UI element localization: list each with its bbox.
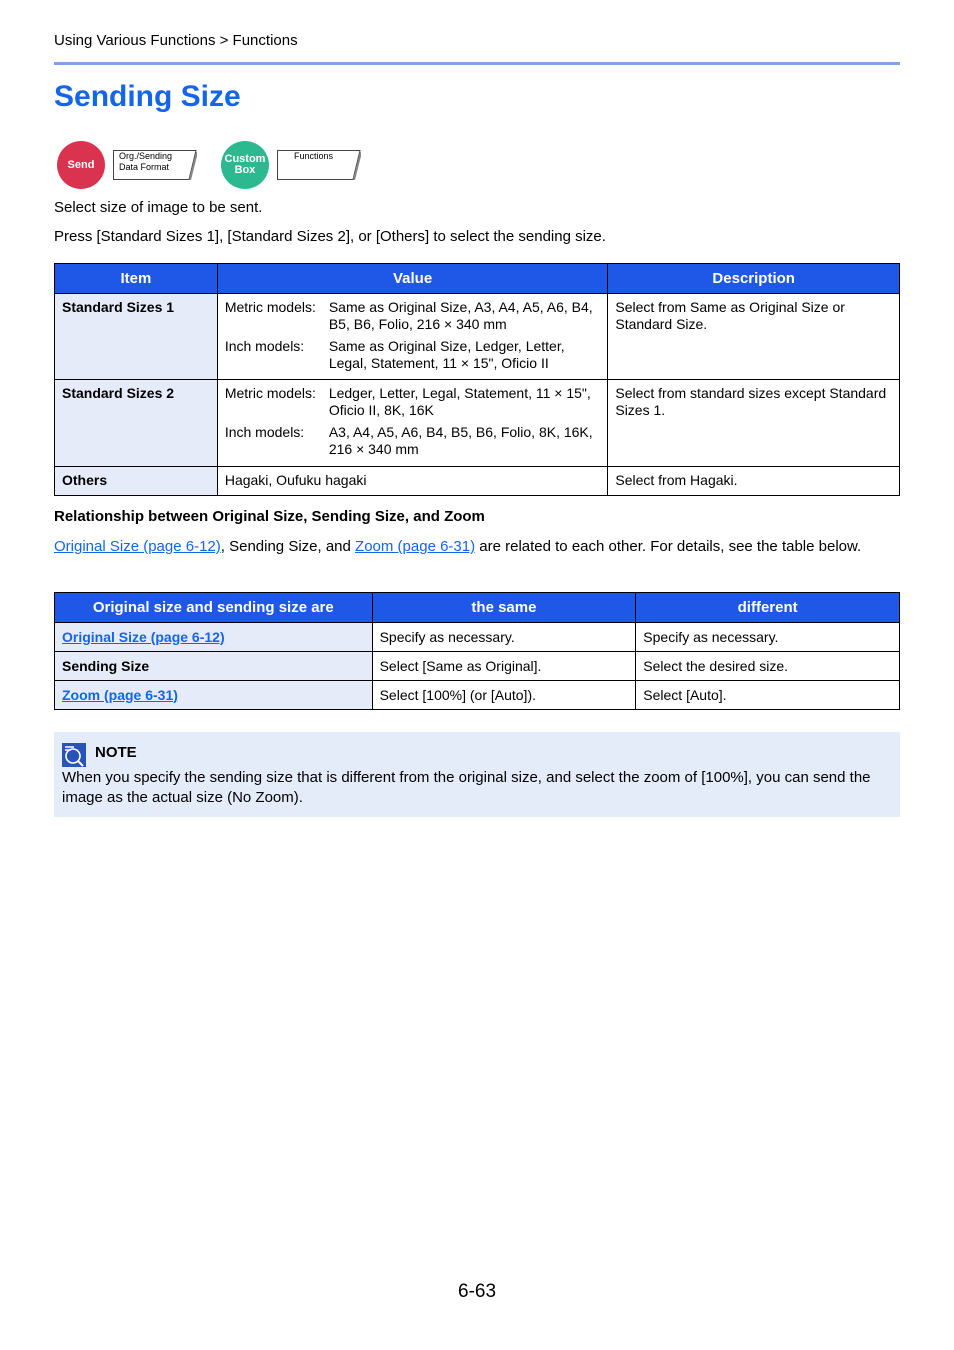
inch-value: A3, A4, A5, A6, B4, B5, B6, Folio, 8K, 16K, 216 × 340 mm (328, 424, 593, 457)
send-key-label: Send (67, 158, 95, 171)
send-key-icon (57, 141, 105, 189)
sending-size-table (54, 263, 900, 496)
table-row (55, 294, 900, 380)
zoom-link[interactable]: Zoom (page 6-31) (355, 538, 476, 555)
row-description: Select from Hagaki. (608, 467, 900, 496)
function-path-icons (57, 140, 377, 190)
row-value (217, 380, 608, 467)
relationship-text-tail: are related to each other. For details, see the table below. (475, 538, 862, 555)
metric-value: Ledger, Letter, Legal, Statement, 11 × 15", Oficio II, 8K, 16K (328, 385, 591, 418)
relationship-paragraph (54, 537, 900, 556)
page-title: Sending Size (54, 80, 241, 113)
functions-tab-icon (277, 150, 361, 180)
row-item (55, 681, 373, 710)
custom-box-label: Custom Box (224, 153, 266, 176)
inch-label: Inch models: (224, 338, 305, 354)
row-value: Hagaki, Oufuku hagaki (217, 467, 608, 496)
table-row (55, 652, 900, 681)
row-description: Select from Same as Original Size or Standard Size. (608, 294, 900, 380)
row-same: Select [Same as Original]. (372, 652, 636, 681)
inch-label: Inch models: (224, 424, 305, 440)
zoom-table-link[interactable]: Zoom (page 6-31) (62, 686, 178, 703)
page-number: 6-63 (458, 1281, 497, 1302)
relationship-table (54, 592, 900, 710)
functions-tab-label: Functions (294, 151, 334, 161)
custom-box-key-icon (221, 141, 269, 189)
table-row (55, 380, 900, 467)
note-icon (62, 743, 86, 767)
relationship-text-mid: , Sending Size, and (220, 538, 356, 555)
column-header-condition: Original size and sending size are (55, 593, 373, 623)
column-header-description: Description (608, 264, 900, 294)
row-item: Standard Sizes 2 (55, 380, 218, 467)
row-different: Specify as necessary. (636, 623, 900, 652)
row-value (217, 294, 608, 380)
row-same: Select [100%] (or [Auto]). (372, 681, 636, 710)
note-box (54, 732, 900, 817)
intro-text-1: Select size of image to be sent. (54, 199, 263, 216)
row-item (55, 623, 373, 652)
breadcrumb: Using Various Functions > Functions (54, 32, 298, 49)
row-different: Select [Auto]. (636, 681, 900, 710)
table-row (55, 623, 900, 652)
column-header-same: the same (372, 593, 636, 623)
row-item: Standard Sizes 1 (55, 294, 218, 380)
original-size-table-link[interactable]: Original Size (page 6-12) (62, 628, 225, 645)
intro-text-2: Press [Standard Sizes 1], [Standard Sizes 2], or [Others] to select the sending size. (54, 228, 606, 245)
metric-label: Metric models: (224, 299, 316, 315)
metric-label: Metric models: (224, 385, 316, 401)
row-item: Others (55, 467, 218, 496)
row-same: Specify as necessary. (372, 623, 636, 652)
metric-value: Same as Original Size, A3, A4, A5, A6, B4, B5, B6, Folio, 216 × 340 mm (328, 299, 593, 332)
note-label: NOTE (95, 744, 137, 761)
org-sending-data-format-tab-icon (113, 150, 197, 180)
org-sending-tab-label: Org./Sending Data Format (119, 151, 173, 172)
row-item: Sending Size (55, 652, 373, 681)
inch-value: Same as Original Size, Ledger, Letter, Legal, Statement, 11 × 15", Oficio II (328, 338, 565, 371)
row-description: Select from standard sizes except Standard Sizes 1. (608, 380, 900, 467)
table-row (55, 681, 900, 710)
relationship-heading: Relationship between Original Size, Sending Size, and Zoom (54, 508, 485, 525)
header-divider (54, 62, 900, 65)
column-header-item: Item (55, 264, 218, 294)
original-size-link[interactable]: Original Size (page 6-12) (54, 538, 221, 555)
table-row (55, 467, 900, 496)
row-different: Select the desired size. (636, 652, 900, 681)
column-header-different: different (636, 593, 900, 623)
note-text: When you specify the sending size that is different from the original size, and select the zoom of [100%], you can send the image as the actual size (No Zoom). (62, 769, 871, 806)
column-header-value: Value (217, 264, 608, 294)
